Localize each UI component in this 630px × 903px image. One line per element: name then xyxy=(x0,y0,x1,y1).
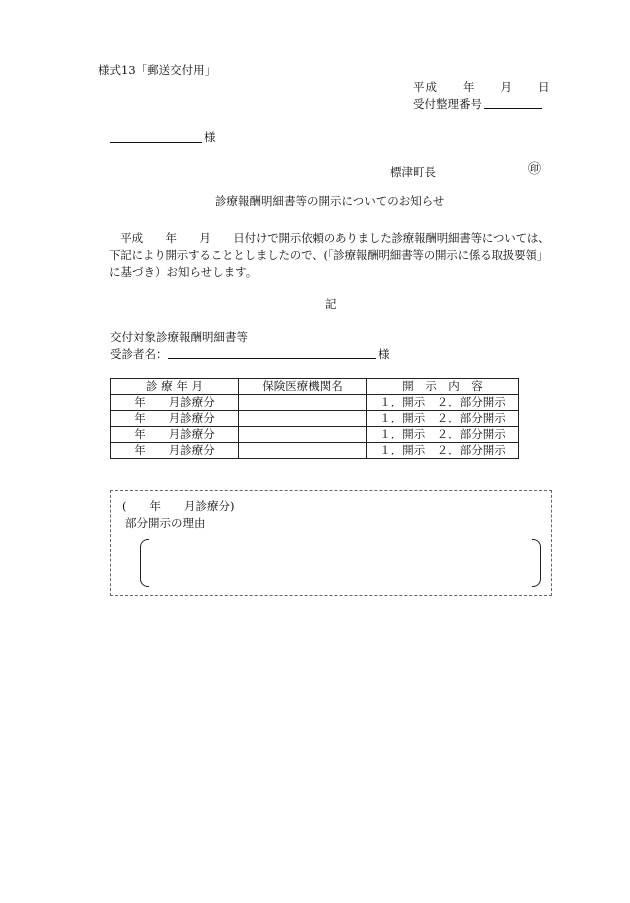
issuer-name: 標津町長 xyxy=(390,165,436,179)
table-row xyxy=(111,395,519,411)
body-line-3: に基づき）お知らせします。 xyxy=(109,265,258,279)
row-period: 年 月診療分 xyxy=(111,427,239,443)
row-content: １．開示 ２．部分開示 xyxy=(367,395,519,411)
left-bracket xyxy=(140,539,149,587)
patient-label: 受診者名： xyxy=(110,347,168,361)
row-content: １．開示 ２．部分開示 xyxy=(367,411,519,427)
header-content: 開 示 内 容 xyxy=(367,379,519,395)
addressee-line xyxy=(110,142,202,143)
target-label: 交付対象診療報酬明細書等 xyxy=(110,330,248,344)
patient-suffix: 様 xyxy=(378,347,390,361)
row-institution xyxy=(239,443,367,459)
seal-mark: ㊞ xyxy=(528,162,542,177)
disclosure-table xyxy=(110,378,519,459)
right-bracket xyxy=(532,539,541,587)
row-period: 年 月診療分 xyxy=(111,411,239,427)
table-row xyxy=(111,427,519,443)
document-title: 診療報酬明細書等の開示についてのお知らせ xyxy=(215,194,445,208)
receipt-number-label: 受付整理番号 xyxy=(413,97,482,111)
row-content: １．開示 ２．部分開示 xyxy=(367,443,519,459)
addressee-suffix: 様 xyxy=(204,130,216,144)
table-header-row xyxy=(111,379,519,395)
header-institution: 保険医療機関名 xyxy=(239,379,367,395)
row-content: １．開示 ２．部分開示 xyxy=(367,427,519,443)
row-period: 年 月診療分 xyxy=(111,395,239,411)
form-label: 様式13「郵送交付用」 xyxy=(98,63,217,77)
row-institution xyxy=(239,411,367,427)
reason-label: 部分開示の理由 xyxy=(125,516,206,530)
table-row xyxy=(111,411,519,427)
row-period: 年 月診療分 xyxy=(111,443,239,459)
date-line: 平成 年 月 日 xyxy=(413,80,551,94)
table-row xyxy=(111,443,519,459)
header-period: 診 療 年 月 xyxy=(111,379,239,395)
row-institution xyxy=(239,427,367,443)
row-institution xyxy=(239,395,367,411)
body-line-2: 下記により開示することとしましたので、(「診療報酬明細書等の開示に係る取扱要領」 xyxy=(109,248,549,262)
receipt-number-line xyxy=(484,108,542,109)
patient-name-line xyxy=(168,358,376,359)
body-line-1: 平成 年 月 日付けで開示依頼のありました診療報酬明細書等については、 xyxy=(109,231,550,245)
reason-period: ( 年 月診療分) xyxy=(122,499,235,513)
ki-heading: 記 xyxy=(325,297,337,311)
